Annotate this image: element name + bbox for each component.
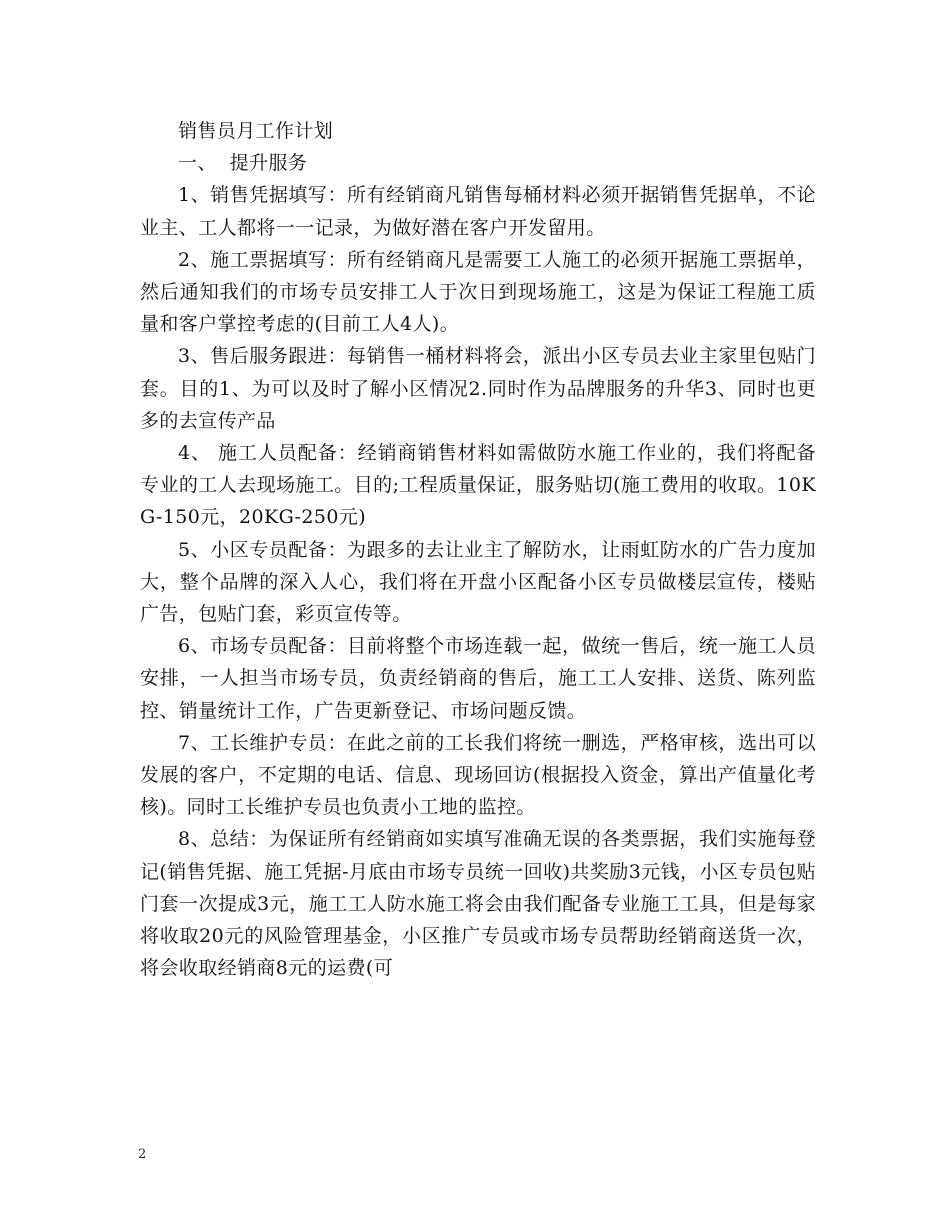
paragraph-5: 5、小区专员配备：为跟多的去让业主了解防水，让雨虹防水的广告力度加大，整个品牌的深入人心，我们将在开盘小区配备小区专员做楼层宣传，楼贴广告，包贴门套，彩页宣传等。	[140, 538, 816, 626]
paragraph-4: 4、 施工人员配备：经销商销售材料如需做防水施工作业的，我们将配备专业的工人去现场施工。目的;工程质量保证，服务贴切(施工费用的收取。10KG-150元，20KG-250元)	[140, 442, 816, 529]
paragraph-8: 8、总结：为保证所有经销商如实填写准确无误的各类票据，我们实施每登记(销售凭据、施工凭据-月底由市场专员统一回收)共奖励3元钱，小区专员包贴门套一次提成3元，施工工人防水施工将会由我们配备专业施工工具，但是每家将收取20元的风险管理基金，小区推广专员或市场专员帮助经销商送货一次，将会收取经销商8元的运费(可	[140, 828, 816, 980]
section-heading: 一、 提升服务	[178, 152, 308, 175]
paragraph-7: 7、工长维护专员：在此之前的工长我们将统一删选，严格审核，选出可以发展的客户，不定期的电话、信息、现场回访(根据投入资金，算出产值量化考核)。同时工长维护专员也负责小工地的监控。	[140, 731, 816, 819]
paragraph-2: 2、施工票据填写：所有经销商凡是需要工人施工的必须开据施工票据单，然后通知我们的市场专员安排工人于次日到现场施工，这是为保证工程施工质量和客户掌控考虑的(目前工人4人)。	[140, 248, 816, 336]
paragraph-1: 1、销售凭据填写：所有经销商凡销售每桶材料必须开据销售凭据单，不论业主、工人都将一一记录，为做好潜在客户开发留用。	[140, 184, 816, 239]
document-body	[140, 115, 816, 984]
page-number: 2	[138, 1147, 147, 1162]
paragraph-6: 6、市场专员配备：目前将整个市场连载一起，做统一售后，统一施工人员安排，一人担当市场专员，负责经销商的售后，施工工人安排、送货、陈列监控、销量统计工作，广告更新登记、市场问题反馈。	[140, 635, 816, 722]
document-title: 销售员月工作计划	[178, 120, 334, 142]
paragraph-3: 3、售后服务跟进：每销售一桶材料将会，派出小区专员去业主家里包贴门套。目的1、为可以及时了解小区情况2.同时作为品牌服务的升华3、同时也更多的去宣传产品	[140, 345, 816, 432]
